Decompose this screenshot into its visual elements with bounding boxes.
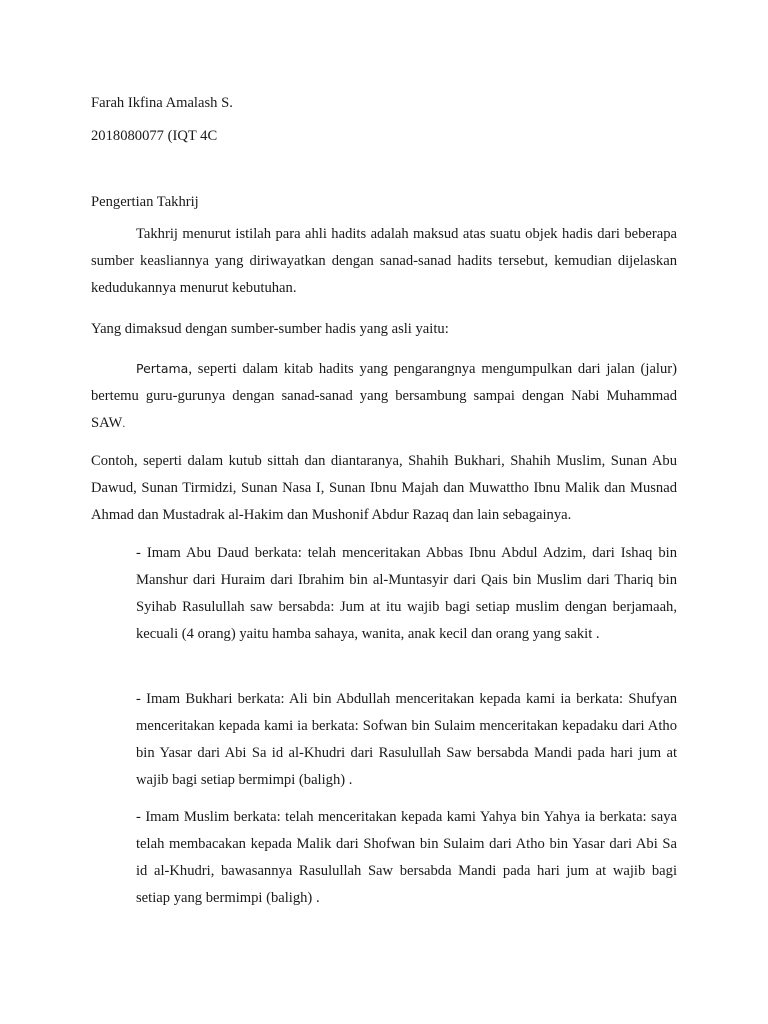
author-name: Farah Ikfina Amalash S. (91, 95, 233, 111)
first-point-text: , seperti dalam kitab hadits yang pengarangnya mengumpulkan dari jalan (jalur) bertemu guru-gurunya dengan sanad-sanad yang bersambung sampai dengan Nabi Muhammad SAW (91, 361, 677, 432)
example-paragraph: Contoh, seperti dalam kutub sittah dan diantaranya, Shahih Bukhari, Shahih Muslim, Sunan Abu Dawud, Sunan Tirmidzi, Sunan Nasa I, Sunan Ibnu Majah dan Muwattho Ibnu Malik dan Musnad Ahmad dan Mustadrak al-Hakim dan Mushonif Abdur Razaq dan lain sebagainya. (91, 453, 677, 524)
sources-intro: Yang dimaksud dengan sumber-sumber hadis yang asli yaitu: (91, 321, 449, 337)
first-point-label: Pertama (136, 361, 189, 376)
quote-muslim: - Imam Muslim berkata: telah menceritakan kepada kami Yahya bin Yahya ia berkata: saya telah membacakan kepada Malik dari Shofwan bin Sulaim dari Atho bin Yasar dari Abi Sa id al-Khudri, bawasannya Rasulullah Saw bersabda Mandi pada hari jum at wajib bagi setiap yang bermimpi (baligh) . (136, 809, 677, 907)
first-point-paragraph (91, 355, 677, 438)
first-point-end: . (122, 419, 126, 431)
definition-paragraph: Takhrij menurut istilah para ahli hadits adalah maksud atas suatu objek hadis dari beberapa sumber keasliannya yang diriwayatkan dengan sanad-sanad hadits tersebut, kemudian dijelaskan kedudukannya menurut kebutuhan. (91, 226, 677, 297)
quote-abu-daud: - Imam Abu Daud berkata: telah menceritakan Abbas Ibnu Abdul Adzim, dari Ishaq bin Manshur dari Huraim dari Ibrahim bin al-Muntasyir dari Qais bin Muslim dari Thariq bin Syihab Rasulullah saw bersabda: Jum at itu wajib bagi setiap muslim dengan berjamaah, kecuali (4 orang) yaitu hamba sahaya, wanita, anak kecil dan orang yang sakit . (136, 545, 677, 643)
author-id: 2018080077 (IQT 4C (91, 128, 218, 144)
section-title: Pengertian Takhrij (91, 194, 199, 210)
quote-bukhari: - Imam Bukhari berkata: Ali bin Abdullah menceritakan kepada kami ia berkata: Shufyan menceritakan kepada kami ia berkata: Sofwan bin Sulaim menceritakan kepadaku dari Atho bin Yasar dari Abi Sa id al-Khudri dari Rasulullah Saw bersabda Mandi pada hari jum at wajib bagi setiap bermimpi (baligh) . (136, 691, 677, 789)
